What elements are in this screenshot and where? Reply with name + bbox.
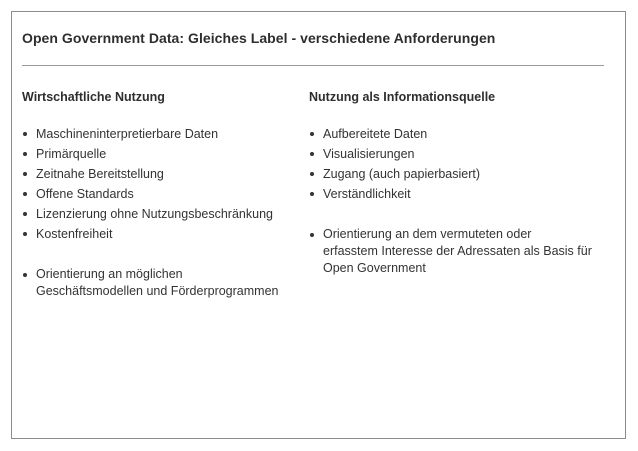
list-item: Zugang (auch papierbasiert) <box>309 164 599 184</box>
bullet-icon <box>310 233 314 237</box>
bullet-icon <box>23 232 27 236</box>
right-column-heading: Nutzung als Informationsquelle <box>309 90 496 104</box>
slide-title: Open Government Data: Gleiches Label - verschiedene Anforderungen <box>22 30 496 46</box>
right-bullet-list <box>309 124 599 277</box>
list-item: Aufbereitete Daten <box>309 124 599 144</box>
left-column-heading: Wirtschaftliche Nutzung <box>22 90 165 104</box>
list-item: Verständlichkeit <box>309 184 599 204</box>
bullet-icon <box>23 192 27 196</box>
bullet-icon <box>23 212 27 216</box>
bullet-icon <box>23 172 27 176</box>
left-bullet-list <box>22 124 302 300</box>
bullet-icon <box>310 152 314 156</box>
bullet-icon <box>310 132 314 136</box>
list-item: Orientierung an dem vermuteten oder erfasstem Interesse der Adressaten als Basis für Open Government <box>309 225 599 277</box>
list-item: Zeitnahe Bereitstellung <box>22 164 302 184</box>
list-item: Offene Standards <box>22 184 302 204</box>
list-item: Orientierung an möglichen Geschäftsmodellen und Förderprogrammen <box>22 265 302 300</box>
list-item: Visualisierungen <box>309 144 599 164</box>
list-item: Kostenfreiheit <box>22 224 302 244</box>
bullet-icon <box>310 192 314 196</box>
right-column <box>309 88 599 277</box>
bullet-icon <box>23 152 27 156</box>
title-divider <box>22 65 604 66</box>
bullet-icon <box>23 132 27 136</box>
left-column <box>22 88 302 300</box>
list-item: Primärquelle <box>22 144 302 164</box>
bullet-icon <box>23 273 27 277</box>
bullet-icon <box>310 172 314 176</box>
list-item: Lizenzierung ohne Nutzungsbeschränkung <box>22 204 302 224</box>
list-item: Maschineninterpretierbare Daten <box>22 124 302 144</box>
